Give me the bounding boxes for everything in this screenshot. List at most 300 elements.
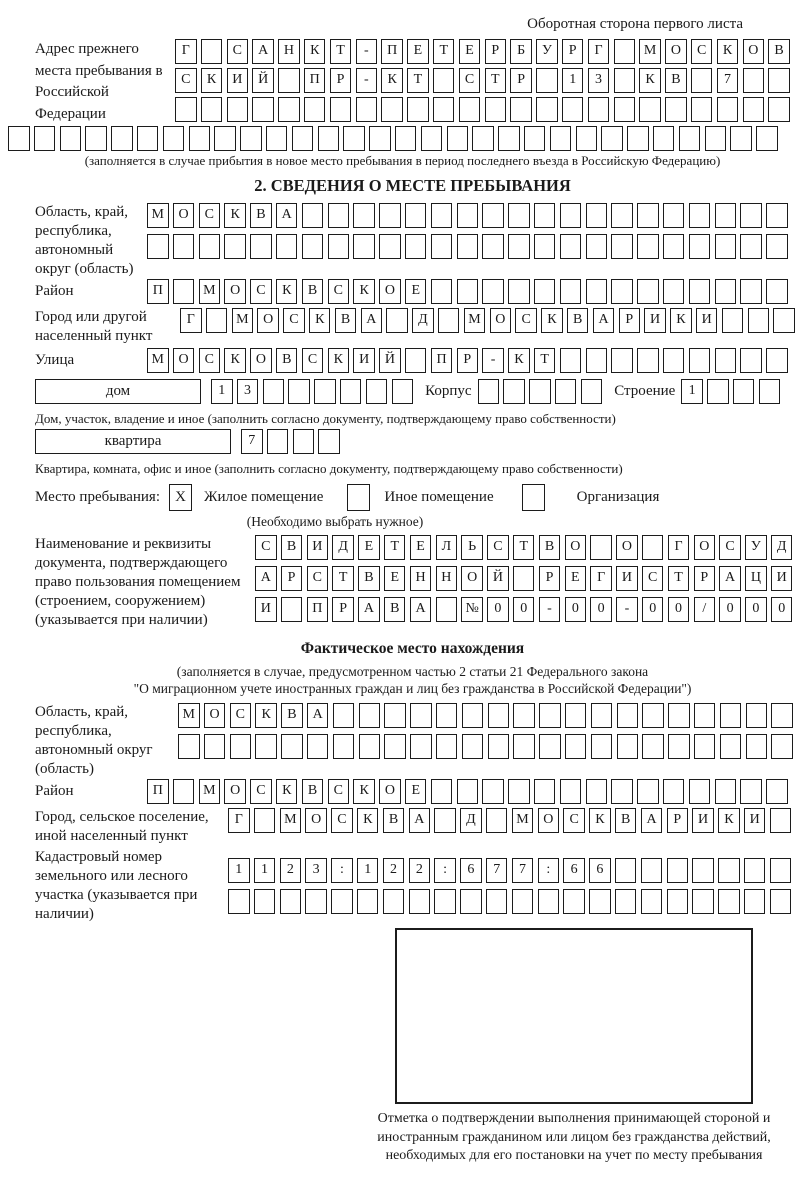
char-box[interactable]	[278, 97, 300, 122]
char-box[interactable]: О	[204, 703, 226, 728]
char-box[interactable]	[637, 234, 659, 259]
char-box[interactable]	[740, 234, 762, 259]
char-box[interactable]: Н	[410, 566, 432, 591]
char-box[interactable]	[586, 348, 608, 373]
char-box[interactable]: О	[250, 348, 272, 373]
char-box[interactable]: В	[281, 535, 303, 560]
char-box[interactable]	[560, 779, 582, 804]
char-box[interactable]	[173, 779, 195, 804]
char-box[interactable]: А	[641, 808, 663, 833]
char-box[interactable]: А	[593, 308, 615, 333]
char-box[interactable]: С	[283, 308, 305, 333]
char-box[interactable]	[617, 734, 639, 759]
char-box[interactable]: -	[356, 68, 378, 93]
char-box[interactable]	[715, 203, 737, 228]
char-box[interactable]: 1	[357, 858, 379, 883]
char-box[interactable]: К	[353, 779, 375, 804]
char-box[interactable]: О	[305, 808, 327, 833]
char-box[interactable]: К	[255, 703, 277, 728]
char-box[interactable]: Б	[510, 39, 532, 64]
char-box[interactable]: Р	[510, 68, 532, 93]
char-box[interactable]	[746, 734, 768, 759]
char-box[interactable]: :	[331, 858, 353, 883]
char-box[interactable]	[586, 203, 608, 228]
char-box[interactable]	[730, 126, 752, 151]
char-box[interactable]	[642, 535, 664, 560]
char-box[interactable]	[459, 97, 481, 122]
char-box[interactable]: 3	[237, 379, 259, 404]
char-box[interactable]	[189, 126, 211, 151]
char-box[interactable]	[359, 703, 381, 728]
char-box[interactable]: В	[539, 535, 561, 560]
char-box[interactable]	[508, 279, 530, 304]
char-box[interactable]	[486, 808, 508, 833]
char-box[interactable]: :	[538, 858, 560, 883]
char-box[interactable]	[266, 126, 288, 151]
char-box[interactable]: С	[302, 348, 324, 373]
char-box[interactable]: И	[307, 535, 329, 560]
char-box[interactable]: И	[644, 308, 666, 333]
char-box[interactable]	[691, 97, 713, 122]
char-box[interactable]: 1	[254, 858, 276, 883]
char-box[interactable]	[512, 889, 534, 914]
char-box[interactable]: Г	[590, 566, 612, 591]
char-box[interactable]: Т	[332, 566, 354, 591]
char-box[interactable]: П	[307, 597, 329, 622]
char-box[interactable]: О	[490, 308, 512, 333]
char-box[interactable]: Г	[588, 39, 610, 64]
char-box[interactable]	[627, 126, 649, 151]
char-box[interactable]: П	[381, 39, 403, 64]
char-box[interactable]	[343, 126, 365, 151]
char-box[interactable]: К	[224, 203, 246, 228]
char-box[interactable]: В	[302, 279, 324, 304]
char-box[interactable]: С	[328, 279, 350, 304]
char-box[interactable]	[771, 734, 793, 759]
char-box[interactable]	[720, 703, 742, 728]
char-box[interactable]: Н	[436, 566, 458, 591]
char-box[interactable]: К	[304, 39, 326, 64]
char-box[interactable]	[250, 234, 272, 259]
char-box[interactable]: О	[461, 566, 483, 591]
char-box[interactable]: О	[538, 808, 560, 833]
char-box[interactable]	[340, 379, 362, 404]
char-box[interactable]	[694, 703, 716, 728]
checkbox-other-premises[interactable]	[347, 484, 370, 511]
char-box[interactable]	[668, 703, 690, 728]
char-box[interactable]: И	[255, 597, 277, 622]
char-box[interactable]	[383, 889, 405, 914]
char-box[interactable]: М	[199, 779, 221, 804]
char-box[interactable]	[715, 279, 737, 304]
char-box[interactable]	[766, 279, 788, 304]
char-box[interactable]	[366, 379, 388, 404]
char-box[interactable]: :	[434, 858, 456, 883]
char-box[interactable]: Н	[278, 39, 300, 64]
char-box[interactable]	[513, 703, 535, 728]
char-box[interactable]	[639, 97, 661, 122]
char-box[interactable]	[692, 889, 714, 914]
char-box[interactable]	[720, 734, 742, 759]
char-box[interactable]	[689, 348, 711, 373]
char-box[interactable]: Т	[384, 535, 406, 560]
char-box[interactable]: П	[147, 779, 169, 804]
char-box[interactable]: В	[276, 348, 298, 373]
char-box[interactable]: 1	[562, 68, 584, 93]
char-box[interactable]	[230, 734, 252, 759]
char-box[interactable]: А	[719, 566, 741, 591]
char-box[interactable]: Р	[667, 808, 689, 833]
char-box[interactable]: И	[771, 566, 793, 591]
char-box[interactable]	[359, 734, 381, 759]
char-box[interactable]	[254, 889, 276, 914]
char-box[interactable]	[333, 703, 355, 728]
char-box[interactable]	[663, 279, 685, 304]
char-box[interactable]: А	[255, 566, 277, 591]
char-box[interactable]: 3	[305, 858, 327, 883]
char-box[interactable]: К	[353, 279, 375, 304]
char-box[interactable]: М	[280, 808, 302, 833]
char-box[interactable]: М	[512, 808, 534, 833]
char-box[interactable]	[173, 279, 195, 304]
char-box[interactable]: Ь	[461, 535, 483, 560]
char-box[interactable]: В	[665, 68, 687, 93]
char-box[interactable]	[615, 858, 637, 883]
char-box[interactable]: 1	[681, 379, 703, 404]
char-box[interactable]	[328, 234, 350, 259]
char-box[interactable]: Т	[330, 39, 352, 64]
char-box[interactable]	[771, 703, 793, 728]
char-box[interactable]: 0	[565, 597, 587, 622]
char-box[interactable]: 7	[512, 858, 534, 883]
char-box[interactable]: Г	[180, 308, 202, 333]
char-box[interactable]	[508, 203, 530, 228]
char-box[interactable]: С	[199, 348, 221, 373]
char-box[interactable]: 0	[513, 597, 535, 622]
char-box[interactable]	[276, 234, 298, 259]
char-box[interactable]: Р	[619, 308, 641, 333]
char-box[interactable]	[255, 734, 277, 759]
char-box[interactable]	[770, 808, 792, 833]
char-box[interactable]	[8, 126, 30, 151]
char-box[interactable]: Й	[379, 348, 401, 373]
char-box[interactable]	[513, 566, 535, 591]
char-box[interactable]	[263, 379, 285, 404]
char-box[interactable]: В	[302, 779, 324, 804]
char-box[interactable]	[395, 126, 417, 151]
char-box[interactable]	[357, 889, 379, 914]
char-box[interactable]	[304, 97, 326, 122]
char-box[interactable]: А	[358, 597, 380, 622]
char-box[interactable]	[111, 126, 133, 151]
char-box[interactable]: В	[383, 808, 405, 833]
char-box[interactable]	[715, 779, 737, 804]
char-box[interactable]	[431, 279, 453, 304]
char-box[interactable]: Р	[457, 348, 479, 373]
char-box[interactable]: О	[257, 308, 279, 333]
char-box[interactable]: О	[694, 535, 716, 560]
char-box[interactable]: Д	[771, 535, 793, 560]
char-box[interactable]: Д	[412, 308, 434, 333]
char-box[interactable]: А	[307, 703, 329, 728]
char-box[interactable]: Е	[459, 39, 481, 64]
char-box[interactable]: Е	[384, 566, 406, 591]
char-box[interactable]	[482, 203, 504, 228]
char-box[interactable]: 0	[590, 597, 612, 622]
char-box[interactable]	[137, 126, 159, 151]
char-box[interactable]: С	[175, 68, 197, 93]
char-box[interactable]	[163, 126, 185, 151]
char-box[interactable]	[460, 889, 482, 914]
char-box[interactable]	[488, 703, 510, 728]
char-box[interactable]	[175, 97, 197, 122]
char-box[interactable]: С	[227, 39, 249, 64]
char-box[interactable]	[318, 126, 340, 151]
checkbox-dwelling[interactable]: X	[169, 484, 192, 511]
char-box[interactable]: О	[224, 779, 246, 804]
char-box[interactable]: 7	[717, 68, 739, 93]
char-box[interactable]: М	[639, 39, 661, 64]
char-box[interactable]: И	[744, 808, 766, 833]
char-box[interactable]	[642, 734, 664, 759]
char-box[interactable]: -	[539, 597, 561, 622]
char-box[interactable]	[562, 97, 584, 122]
char-box[interactable]	[379, 203, 401, 228]
char-box[interactable]	[560, 203, 582, 228]
char-box[interactable]	[486, 889, 508, 914]
char-box[interactable]	[405, 234, 427, 259]
char-box[interactable]: Р	[330, 68, 352, 93]
char-box[interactable]	[433, 97, 455, 122]
char-box[interactable]	[581, 379, 603, 404]
char-box[interactable]: П	[304, 68, 326, 93]
char-box[interactable]	[392, 379, 414, 404]
char-box[interactable]	[353, 203, 375, 228]
char-box[interactable]	[281, 597, 303, 622]
char-box[interactable]: С	[719, 535, 741, 560]
char-box[interactable]	[740, 279, 762, 304]
char-box[interactable]: М	[147, 203, 169, 228]
char-box[interactable]: Е	[405, 779, 427, 804]
char-box[interactable]: А	[409, 808, 431, 833]
char-box[interactable]	[438, 308, 460, 333]
char-box[interactable]: Р	[562, 39, 584, 64]
char-box[interactable]: С	[691, 39, 713, 64]
char-box[interactable]	[733, 379, 755, 404]
char-box[interactable]	[34, 126, 56, 151]
char-box[interactable]	[770, 858, 792, 883]
char-box[interactable]: Е	[407, 39, 429, 64]
char-box[interactable]	[617, 703, 639, 728]
char-box[interactable]	[744, 889, 766, 914]
char-box[interactable]	[302, 203, 324, 228]
char-box[interactable]: М	[232, 308, 254, 333]
char-box[interactable]	[405, 203, 427, 228]
char-box[interactable]: /	[694, 597, 716, 622]
char-box[interactable]	[766, 203, 788, 228]
char-box[interactable]: Т	[513, 535, 535, 560]
char-box[interactable]: О	[173, 348, 195, 373]
char-box[interactable]: С	[250, 279, 272, 304]
char-box[interactable]	[534, 234, 556, 259]
char-box[interactable]: С	[487, 535, 509, 560]
char-box[interactable]: 6	[589, 858, 611, 883]
char-box[interactable]: И	[353, 348, 375, 373]
char-box[interactable]	[379, 234, 401, 259]
char-box[interactable]: 2	[409, 858, 431, 883]
char-box[interactable]: О	[616, 535, 638, 560]
char-box[interactable]: 0	[771, 597, 793, 622]
char-box[interactable]: С	[642, 566, 664, 591]
char-box[interactable]: Т	[485, 68, 507, 93]
char-box[interactable]	[565, 703, 587, 728]
char-box[interactable]	[560, 348, 582, 373]
char-box[interactable]	[384, 734, 406, 759]
char-box[interactable]: С	[250, 779, 272, 804]
char-box[interactable]: М	[178, 703, 200, 728]
char-box[interactable]	[539, 703, 561, 728]
char-box[interactable]: В	[358, 566, 380, 591]
char-box[interactable]: №	[461, 597, 483, 622]
char-box[interactable]	[563, 889, 585, 914]
char-box[interactable]: К	[357, 808, 379, 833]
char-box[interactable]: К	[589, 808, 611, 833]
char-box[interactable]: Г	[668, 535, 690, 560]
char-box[interactable]	[689, 779, 711, 804]
char-box[interactable]: П	[147, 279, 169, 304]
char-box[interactable]: К	[309, 308, 331, 333]
char-box[interactable]	[768, 68, 790, 93]
char-box[interactable]	[740, 348, 762, 373]
char-box[interactable]: Д	[460, 808, 482, 833]
char-box[interactable]: К	[670, 308, 692, 333]
char-box[interactable]: 3	[588, 68, 610, 93]
char-box[interactable]: 0	[719, 597, 741, 622]
char-box[interactable]	[436, 734, 458, 759]
char-box[interactable]: С	[307, 566, 329, 591]
char-box[interactable]	[433, 68, 455, 93]
char-box[interactable]	[637, 203, 659, 228]
char-box[interactable]	[641, 858, 663, 883]
char-box[interactable]	[770, 889, 792, 914]
char-box[interactable]	[611, 279, 633, 304]
char-box[interactable]	[534, 779, 556, 804]
char-box[interactable]: Е	[405, 279, 427, 304]
char-box[interactable]: 7	[241, 429, 263, 454]
char-box[interactable]	[555, 379, 577, 404]
char-box[interactable]	[503, 379, 525, 404]
char-box[interactable]: П	[431, 348, 453, 373]
char-box[interactable]	[718, 858, 740, 883]
char-box[interactable]: 0	[487, 597, 509, 622]
char-box[interactable]	[766, 234, 788, 259]
char-box[interactable]	[240, 126, 262, 151]
char-box[interactable]: К	[508, 348, 530, 373]
char-box[interactable]: И	[616, 566, 638, 591]
char-box[interactable]: А	[361, 308, 383, 333]
char-box[interactable]	[431, 203, 453, 228]
char-box[interactable]	[228, 889, 250, 914]
char-box[interactable]	[436, 703, 458, 728]
char-box[interactable]: 0	[668, 597, 690, 622]
char-box[interactable]	[663, 203, 685, 228]
char-box[interactable]	[224, 234, 246, 259]
char-box[interactable]	[614, 39, 636, 64]
char-box[interactable]: К	[541, 308, 563, 333]
char-box[interactable]: О	[379, 779, 401, 804]
char-box[interactable]	[421, 126, 443, 151]
char-box[interactable]: -	[482, 348, 504, 373]
char-box[interactable]	[601, 126, 623, 151]
char-box[interactable]	[611, 348, 633, 373]
char-box[interactable]	[328, 203, 350, 228]
char-box[interactable]	[353, 234, 375, 259]
char-box[interactable]	[199, 234, 221, 259]
char-box[interactable]	[529, 379, 551, 404]
char-box[interactable]	[204, 734, 226, 759]
char-box[interactable]	[637, 779, 659, 804]
char-box[interactable]	[667, 858, 689, 883]
char-box[interactable]	[410, 734, 432, 759]
char-box[interactable]	[331, 889, 353, 914]
char-box[interactable]	[560, 279, 582, 304]
char-box[interactable]	[227, 97, 249, 122]
char-box[interactable]	[591, 734, 613, 759]
char-box[interactable]	[538, 889, 560, 914]
char-box[interactable]	[744, 858, 766, 883]
char-box[interactable]	[60, 126, 82, 151]
char-box[interactable]	[85, 126, 107, 151]
char-box[interactable]	[431, 234, 453, 259]
char-box[interactable]	[715, 234, 737, 259]
char-box[interactable]: У	[536, 39, 558, 64]
char-box[interactable]: В	[384, 597, 406, 622]
char-box[interactable]: О	[224, 279, 246, 304]
char-box[interactable]: 0	[642, 597, 664, 622]
char-box[interactable]: К	[201, 68, 223, 93]
char-box[interactable]	[381, 97, 403, 122]
char-box[interactable]	[586, 279, 608, 304]
char-box[interactable]	[766, 348, 788, 373]
char-box[interactable]	[586, 779, 608, 804]
char-box[interactable]	[536, 97, 558, 122]
char-box[interactable]	[689, 234, 711, 259]
char-box[interactable]	[462, 703, 484, 728]
char-box[interactable]: О	[743, 39, 765, 64]
char-box[interactable]: С	[230, 703, 252, 728]
char-box[interactable]	[705, 126, 727, 151]
char-box[interactable]	[743, 97, 765, 122]
char-box[interactable]: 7	[486, 858, 508, 883]
char-box[interactable]: Е	[565, 566, 587, 591]
char-box[interactable]: А	[410, 597, 432, 622]
char-box[interactable]	[356, 97, 378, 122]
char-box[interactable]	[615, 889, 637, 914]
char-box[interactable]	[614, 97, 636, 122]
char-box[interactable]	[384, 703, 406, 728]
char-box[interactable]	[431, 779, 453, 804]
char-box[interactable]: Т	[433, 39, 455, 64]
char-box[interactable]	[637, 348, 659, 373]
char-box[interactable]	[611, 234, 633, 259]
char-box[interactable]	[434, 808, 456, 833]
char-box[interactable]: А	[252, 39, 274, 64]
char-box[interactable]	[214, 126, 236, 151]
char-box[interactable]	[667, 889, 689, 914]
char-box[interactable]	[539, 734, 561, 759]
char-box[interactable]: В	[567, 308, 589, 333]
char-box[interactable]	[457, 203, 479, 228]
